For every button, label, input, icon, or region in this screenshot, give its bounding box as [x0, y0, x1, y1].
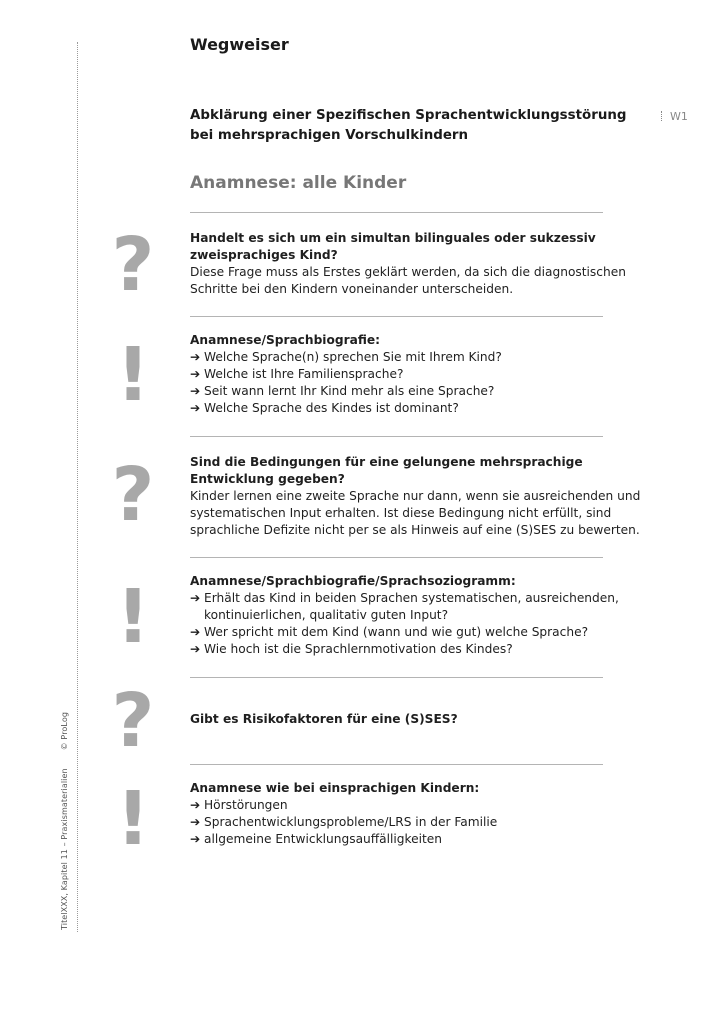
arrow-icon: ➔ — [190, 401, 201, 415]
explanation-line: sprachliche Defizite nicht per se als Hinweis auf eine (S)SES zu bewerten. — [190, 523, 640, 537]
question-mark-icon: ? — [111, 678, 155, 764]
arrow-icon: ➔ — [190, 591, 201, 605]
page-subtitle — [190, 106, 627, 146]
explanation-line: Schritte bei den Kindern voneinander unterscheiden. — [190, 282, 514, 296]
section-title: Anamnese: alle Kinder — [190, 173, 407, 193]
list-item: ➔ Welche Sprache(n) sprechen Sie mit Ihrem Kind? — [190, 350, 502, 364]
margin-dotted-line — [77, 42, 78, 932]
explanation-line: systematischen Input erhalten. Ist diese Bedingung nicht erfüllt, sind — [190, 506, 612, 520]
arrow-icon: ➔ — [190, 815, 201, 829]
answer-heading: Anamnese wie bei einsprachigen Kindern: — [190, 781, 480, 795]
divider — [190, 677, 603, 678]
step-answer-1 — [190, 332, 610, 417]
arrow-icon: ➔ — [190, 367, 201, 381]
sheet-id-label: W1 — [670, 110, 688, 123]
margin-copyright: © ProLog — [60, 711, 69, 751]
question-mark-icon: ? — [111, 222, 155, 308]
arrow-icon: ➔ — [190, 642, 201, 656]
margin-footer — [60, 712, 69, 930]
exclamation-mark-icon: ! — [116, 332, 150, 418]
step-answer-3 — [190, 780, 610, 848]
list-item: ➔ Wie hoch ist die Sprachlernmotivation des Kindes? — [190, 642, 513, 656]
divider — [190, 436, 603, 437]
sheet-id-dots — [661, 111, 662, 121]
step-question-1 — [190, 230, 626, 298]
question-line: Entwicklung gegeben? — [190, 472, 345, 486]
list-item: ➔ Wer spricht mit dem Kind (wann und wie gut) welche Sprache? — [190, 625, 589, 639]
divider — [190, 764, 603, 765]
divider — [190, 557, 603, 558]
subtitle-line-1: Abklärung einer Spezifischen Sprachentwicklungsstörung — [190, 108, 627, 123]
divider — [190, 316, 603, 317]
divider — [190, 212, 603, 213]
list-item: ➔ Welche ist Ihre Familiensprache? — [190, 367, 404, 381]
page-title: Wegweiser — [190, 35, 289, 54]
list-item: ➔ allgemeine Entwicklungsauffälligkeiten — [190, 832, 443, 846]
arrow-icon: ➔ — [190, 350, 201, 364]
arrow-icon: ➔ — [190, 798, 201, 812]
answer-heading: Anamnese/Sprachbiografie: — [190, 333, 380, 347]
step-answer-2 — [190, 573, 619, 658]
question-line: Handelt es sich um ein simultan bilinguales oder sukzessiv — [190, 231, 596, 245]
explanation-line: Kinder lernen eine zweite Sprache nur dann, wenn sie ausreichenden und — [190, 489, 641, 503]
explanation-line: Diese Frage muss als Erstes geklärt werden, da sich die diagnostischen — [190, 265, 626, 279]
subtitle-line-2: bei mehrsprachigen Vorschulkindern — [190, 128, 469, 143]
question-line: Gibt es Risikofaktoren für eine (S)SES? — [190, 712, 458, 726]
question-line: Sind die Bedingungen für eine gelungene mehrsprachige — [190, 455, 583, 469]
question-mark-icon: ? — [111, 452, 155, 538]
sheet-id — [661, 110, 688, 123]
margin-source: TitelXXX, Kapitel 11 – Praxismaterialien — [60, 768, 69, 930]
list-item: ➔ Erhält das Kind in beiden Sprachen systematischen, ausreichenden, — [190, 591, 619, 605]
list-item: ➔ Hörstörungen — [190, 798, 288, 812]
question-line: zweisprachiges Kind? — [190, 248, 338, 262]
exclamation-mark-icon: ! — [116, 776, 150, 862]
list-item: ➔ Sprachentwicklungsprobleme/LRS in der Familie — [190, 815, 498, 829]
step-question-3 — [190, 711, 610, 728]
arrow-icon: ➔ — [190, 384, 201, 398]
answer-heading: Anamnese/Sprachbiografie/Sprachsoziogramm: — [190, 574, 516, 588]
arrow-icon: ➔ — [190, 832, 201, 846]
step-question-2 — [190, 454, 641, 539]
list-item: ➔ Seit wann lernt Ihr Kind mehr als eine Sprache? — [190, 384, 495, 398]
list-item-continuation: kontinuierlichen, qualitativ guten Input? — [204, 608, 449, 622]
list-item: ➔ Welche Sprache des Kindes ist dominant? — [190, 401, 459, 415]
arrow-icon: ➔ — [190, 625, 201, 639]
exclamation-mark-icon: ! — [116, 574, 150, 660]
